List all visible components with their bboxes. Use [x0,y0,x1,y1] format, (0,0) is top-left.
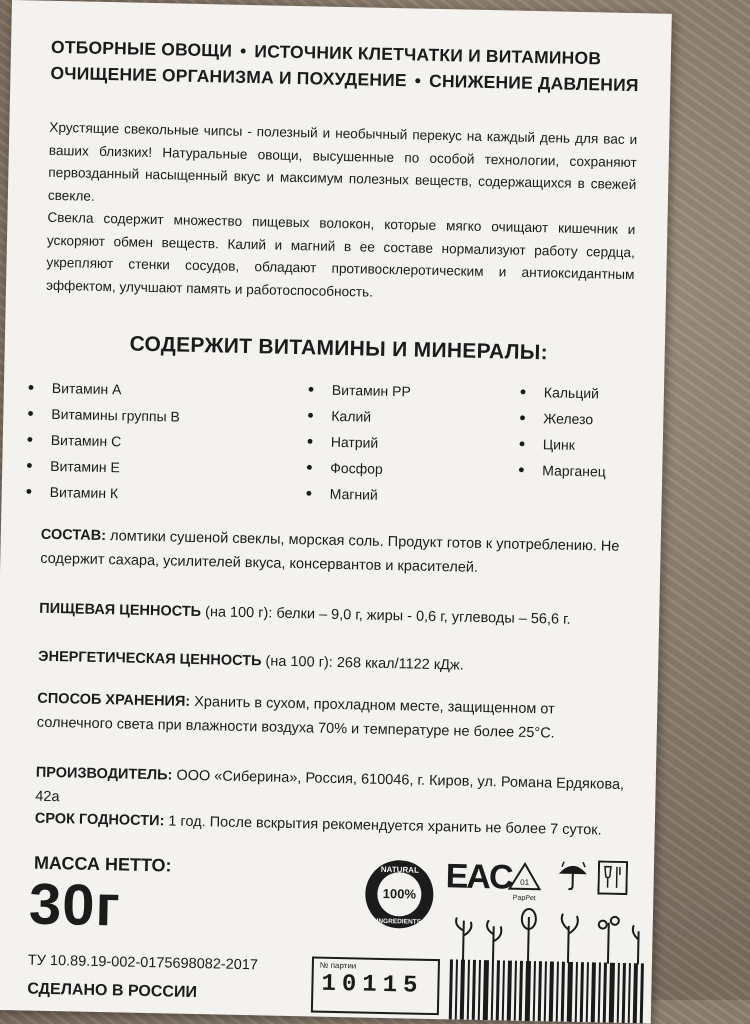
recycle-name: PapPet [513,895,536,902]
list-item: • Натрий [303,428,410,456]
made-in: СДЕЛАНО В РОССИИ [27,981,197,1003]
list-item: • Железо [515,405,607,433]
umbrella-icon [555,858,590,893]
list-item: • Витамин Е [22,452,179,481]
recycle-icon [505,861,544,904]
net-mass-value: 30г [28,871,121,940]
list-item: • Витамин РР [304,376,411,404]
list-item: • Витамины группы В [23,400,180,429]
food-glass-icon [597,860,628,895]
list-item: • Витамин К [21,478,178,507]
batch-box [311,956,440,1015]
section-label: СПОСОБ ХРАНЕНИЯ: [37,691,190,710]
list-item: • Марганец [514,457,606,485]
header-item: СНИЖЕНИЕ ДАВЛЕНИЯ [429,71,639,95]
vitamins-column-3 [514,379,608,485]
batch-number: 10115 [321,971,424,1000]
section-label: СОСТАВ: [41,527,107,544]
section-label: ПРОИЗВОДИТЕЛЬ: [36,765,173,784]
list-item: • Кальций [516,379,608,407]
recycle-code: 01 [520,878,530,887]
vitamins-title: СОДЕРЖИТ ВИТАМИНЫ И МИНЕРАЛЫ: [45,331,633,367]
energy-section [38,645,628,681]
intro-paragraph: Свекла содержит множество пищевых волокон, которые мягко очищают кишечник и ускоряют обмен веществ. Калий и магний в ее составе нормализуют работу сердца, укрепляют стенки сосудов, обладают противосклеротическим и антиоксидантным эффектом, улучшают память и работоспособность. [46,207,636,309]
section-text: Хранить в сухом, прохладном месте, защищенном от солнечного света при влажности воздуха 70% и температуре не более 25°С. [37,694,555,742]
list-item: • Витамин С [23,426,180,455]
section-label: ЭНЕРГЕТИЧЕСКАЯ ЦЕННОСТЬ [38,649,262,670]
vitamins-column-1 [21,374,180,507]
natural-seal-icon [363,858,436,931]
storage-section [37,687,628,747]
list-item: • Цинк [515,431,607,459]
seal-bottom-text: INGREDIENTS [377,918,422,926]
nutrition-section [39,597,629,633]
list-item: • Витамин А [24,374,181,403]
section-label: ПИЩЕВАЯ ЦЕННОСТЬ [39,601,201,620]
net-mass-label: МАССА НЕТТО: [34,853,172,877]
header-item: ИСТОЧНИК КЛЕТЧАТКИ И ВИТАМИНОВ [254,41,601,68]
vitamins-column-2 [301,376,411,508]
header-item: ОЧИЩЕНИЕ ОРГАНИЗМА И ПОХУДЕНИЕ [50,63,407,90]
seal-mid-text: 100% [383,886,417,902]
eac-mark-icon: EAC [445,857,512,897]
composition-section [40,523,631,583]
seal-top-text: NATURAL [381,865,419,875]
header-item: ОТБОРНЫЕ ОВОЩИ [51,37,232,61]
section-text: (на 100 г): 268 ккал/1122 кДж. [261,653,464,673]
section-label: СРОК ГОДНОСТИ: [35,811,165,830]
list-item: • Магний [301,480,408,508]
list-item: • Фосфор [302,454,409,482]
intro-text [46,117,638,309]
section-text: (на 100 г): белки – 9,0 г, жиры - 0,6 г, углеводы – 56,6 г. [201,604,571,628]
list-item: • Калий [303,402,410,430]
section-text: ломтики сушеной свеклы, морская соль. Продукт готов к употреблению. Не содержит сахара, усилителей вкуса, консервантов и красителей. [40,528,619,576]
batch-label: № партии [320,961,357,971]
intro-paragraph: Хрустящие свекольные чипсы - полезный и необычный перекус на каждый день для вас и ваших близких! Натуральные овощи, высушенные по особой технологии, сохраняют первозданный насыщенный вкус и максимум полезных веществ, содержащихся в свежей свекле. [48,117,638,219]
separator-dot: • [240,41,247,61]
barcode-icon [447,949,648,1023]
section-text: 1 год. После вскрытия рекомендуется хранить не более 7 суток. [164,813,602,838]
separator-dot: • [415,70,422,90]
section-text: ООО «Сиберина», Россия, 610046, г. Киров, ул. Романа Ердякова, 42а [35,768,624,806]
tu-code: ТУ 10.89.19-002-0175698082-2017 [28,953,258,974]
